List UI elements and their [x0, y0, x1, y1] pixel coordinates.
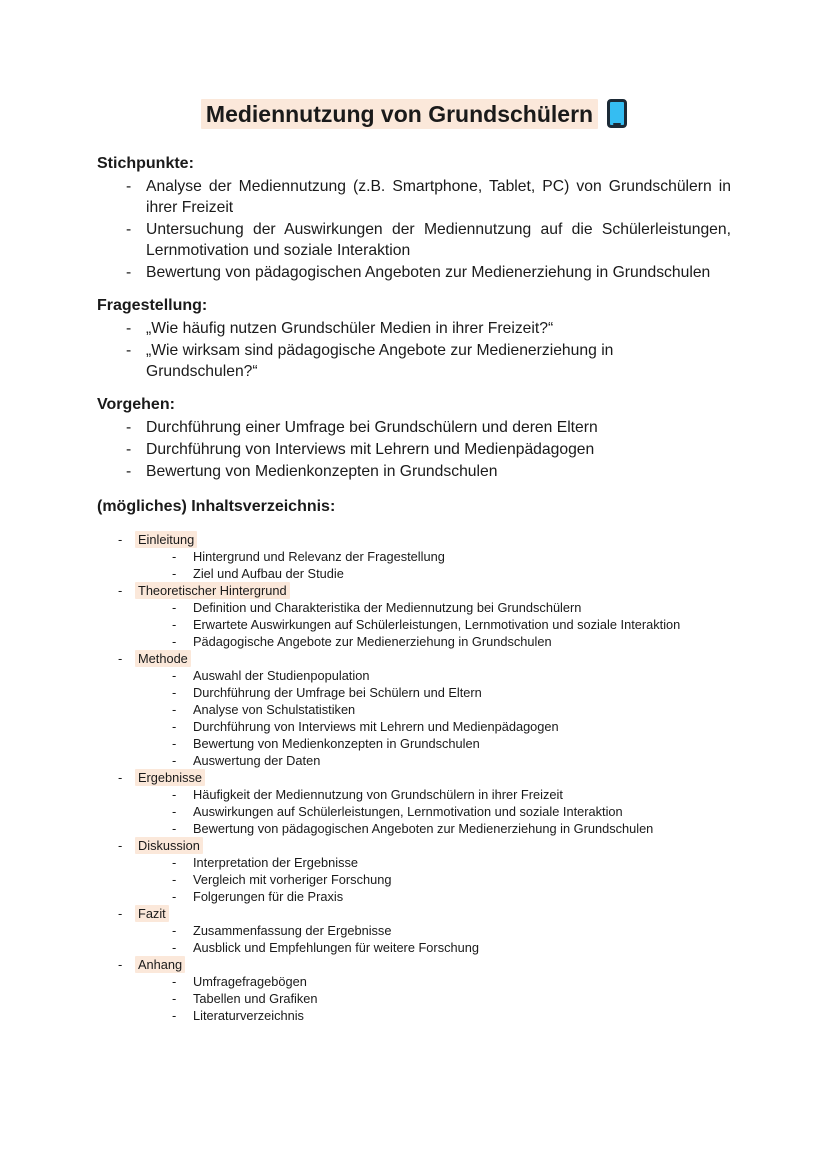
toc-sub-label: Pädagogische Angebote zur Medienerziehung in Grundschulen [193, 634, 552, 649]
toc-section-item [97, 531, 731, 548]
toc-sub-list [97, 854, 731, 905]
section-vorgehen [97, 394, 731, 482]
page-title [97, 99, 731, 129]
toc-group [97, 837, 731, 905]
toc-sub-label: Auswertung der Daten [193, 753, 321, 768]
bullet-dash: - [172, 566, 177, 581]
toc-sub-label: Durchführung der Umfrage bei Schülern und Eltern [193, 685, 482, 700]
section-heading-stichpunkte: Stichpunkte: [97, 155, 194, 172]
bullet-dash: - [172, 600, 177, 615]
toc-sub-item [97, 1007, 731, 1024]
toc-sub-item [97, 990, 731, 1007]
bullet-dash: - [126, 178, 132, 195]
bullet-dash: - [172, 719, 177, 734]
toc-sub-label: Tabellen und Grafiken [193, 991, 318, 1006]
bullet-item [97, 439, 731, 460]
toc-sub-item [97, 616, 731, 633]
toc-sub-item [97, 633, 731, 650]
bullet-dash: - [118, 770, 123, 785]
bullet-dash: - [172, 821, 177, 836]
toc-sub-item [97, 718, 731, 735]
bullet-text: Durchführung einer Umfrage bei Grundschülern und deren Eltern [146, 419, 598, 436]
section-inhaltsverzeichnis [97, 496, 731, 1024]
toc-sub-label: Interpretation der Ergebnisse [193, 855, 359, 870]
bullet-list-fragestellung [97, 318, 731, 382]
toc-section-item [97, 769, 731, 786]
toc-sub-item [97, 820, 731, 837]
toc-sub-item [97, 599, 731, 616]
bullet-dash: - [118, 957, 123, 972]
toc-sub-label: Literaturverzeichnis [193, 1008, 304, 1023]
toc-sub-item [97, 548, 731, 565]
toc-sub-item [97, 803, 731, 820]
section-heading-fragestellung: Fragestellung: [97, 297, 208, 314]
bullet-dash: - [126, 221, 132, 238]
toc-sub-label: Ausblick und Empfehlungen für weitere Forschung [193, 940, 479, 955]
bullet-dash: - [172, 787, 177, 802]
toc-sub-label: Folgerungen für die Praxis [193, 889, 344, 904]
toc-section-item [97, 650, 731, 667]
bullet-dash: - [126, 419, 132, 436]
section-fragestellung [97, 295, 731, 382]
toc-sub-item [97, 922, 731, 939]
page-title-text: Mediennutzung von Grundschülern [201, 99, 598, 129]
toc-sub-item [97, 701, 731, 718]
bullet-dash: - [172, 668, 177, 683]
bullet-dash: - [172, 617, 177, 632]
section-heading-vorgehen: Vorgehen: [97, 396, 175, 413]
toc-section-item [97, 905, 731, 922]
toc-sub-item [97, 786, 731, 803]
bullet-item [97, 262, 731, 283]
bullet-dash: - [172, 634, 177, 649]
toc-group [97, 905, 731, 956]
toc-sub-label: Auswirkungen auf Schülerleistungen, Lernmotivation und soziale Interaktion [193, 804, 623, 819]
bullet-dash: - [172, 889, 177, 904]
bullet-dash: - [172, 1008, 177, 1023]
toc-section-label: Theoretischer Hintergrund [135, 582, 290, 599]
bullet-dash: - [118, 906, 123, 921]
bullet-text: „Wie wirksam sind pädagogische Angebote zur Medienerziehung in Grundschulen?“ [146, 342, 614, 380]
bullet-dash: - [126, 441, 132, 458]
toc-section-label: Einleitung [135, 531, 197, 548]
toc-sub-list [97, 786, 731, 837]
bullet-item [97, 417, 731, 438]
toc-section-item [97, 582, 731, 599]
toc-sub-list [97, 667, 731, 769]
bullet-item [97, 318, 731, 339]
toc-group [97, 531, 731, 582]
bullet-dash: - [118, 651, 123, 666]
bullet-dash: - [172, 940, 177, 955]
toc-sub-item [97, 871, 731, 888]
toc-section-label: Anhang [135, 956, 185, 973]
toc-sub-item [97, 735, 731, 752]
toc-group [97, 650, 731, 769]
bullet-dash: - [172, 702, 177, 717]
toc-sub-label: Analyse von Schulstatistiken [193, 702, 356, 717]
toc-sub-label: Definition und Charakteristika der Mediennutzung bei Grundschülern [193, 600, 582, 615]
bullet-dash: - [126, 320, 132, 337]
bullet-item [97, 219, 731, 261]
bullet-dash: - [118, 532, 123, 547]
toc-section-item [97, 956, 731, 973]
bullet-dash: - [172, 872, 177, 887]
bullet-dash: - [172, 549, 177, 564]
bullet-dash: - [172, 923, 177, 938]
toc-sub-label: Umfragefragebögen [193, 974, 307, 989]
toc-sub-label: Bewertung von Medienkonzepten in Grundschulen [193, 736, 480, 751]
toc-sub-label: Ziel und Aufbau der Studie [193, 566, 344, 581]
toc-section-label: Ergebnisse [135, 769, 205, 786]
toc-sub-item [97, 854, 731, 871]
bullet-dash: - [172, 753, 177, 768]
bullet-dash: - [172, 736, 177, 751]
toc-sub-label: Zusammenfassung der Ergebnisse [193, 923, 392, 938]
toc-group [97, 769, 731, 837]
toc-sub-list [97, 548, 731, 582]
bullet-dash: - [126, 264, 132, 281]
toc-sub-item [97, 888, 731, 905]
toc-sub-label: Vergleich mit vorheriger Forschung [193, 872, 392, 887]
bullet-dash: - [172, 991, 177, 1006]
section-heading-inhaltsverzeichnis: (mögliches) Inhaltsverzeichnis: [97, 498, 336, 515]
toc-section-label: Fazit [135, 905, 169, 922]
bullet-dash: - [172, 855, 177, 870]
bullet-text: Bewertung von Medienkonzepten in Grundschulen [146, 463, 498, 480]
bullet-item [97, 176, 731, 218]
toc-group [97, 956, 731, 1024]
bullet-text: Bewertung von pädagogischen Angeboten zur Medienerziehung in Grundschulen [146, 264, 711, 281]
bullet-text: Untersuchung der Auswirkungen der Mediennutzung auf die Schülerleistungen, Lernmotivation und soziale Interaktion [146, 221, 731, 259]
toc-sub-item [97, 973, 731, 990]
bullet-dash: - [126, 463, 132, 480]
bullet-dash: - [118, 583, 123, 598]
toc-sub-list [97, 922, 731, 956]
toc-section-item [97, 837, 731, 854]
toc-sub-list [97, 599, 731, 650]
toc-sub-label: Hintergrund und Relevanz der Fragestellung [193, 549, 445, 564]
toc-sub-item [97, 565, 731, 582]
toc-section-label: Methode [135, 650, 191, 667]
toc-group [97, 582, 731, 650]
section-stichpunkte [97, 153, 731, 283]
toc-section-label: Diskussion [135, 837, 203, 854]
toc-sub-label: Häufigkeit der Mediennutzung von Grundschülern in ihrer Freizeit [193, 787, 563, 802]
bullet-dash: - [172, 804, 177, 819]
bullet-text: Durchführung von Interviews mit Lehrern und Medienpädagogen [146, 441, 595, 458]
toc-sub-label: Erwartete Auswirkungen auf Schülerleistungen, Lernmotivation und soziale Interaktion [193, 617, 681, 632]
toc-sub-item [97, 939, 731, 956]
bullet-list-stichpunkte [97, 176, 731, 283]
bullet-dash: - [126, 342, 132, 359]
bullet-item [97, 461, 731, 482]
smartphone-icon [607, 99, 627, 128]
toc-sub-label: Bewertung von pädagogischen Angeboten zur Medienerziehung in Grundschulen [193, 821, 654, 836]
toc-list [97, 531, 731, 1024]
bullet-dash: - [172, 974, 177, 989]
toc-sub-item [97, 752, 731, 769]
bullet-text: „Wie häufig nutzen Grundschüler Medien in ihrer Freizeit?“ [146, 320, 554, 337]
toc-sub-label: Auswahl der Studienpopulation [193, 668, 370, 683]
toc-sub-list [97, 973, 731, 1024]
bullet-text: Analyse der Mediennutzung (z.B. Smartphone, Tablet, PC) von Grundschülern in ihrer Freizeit [146, 178, 731, 216]
toc-sub-label: Durchführung von Interviews mit Lehrern und Medienpädagogen [193, 719, 559, 734]
bullet-list-vorgehen [97, 417, 731, 482]
toc-sub-item [97, 667, 731, 684]
bullet-dash: - [118, 838, 123, 853]
bullet-item [97, 340, 731, 382]
bullet-dash: - [172, 685, 177, 700]
toc-sub-item [97, 684, 731, 701]
